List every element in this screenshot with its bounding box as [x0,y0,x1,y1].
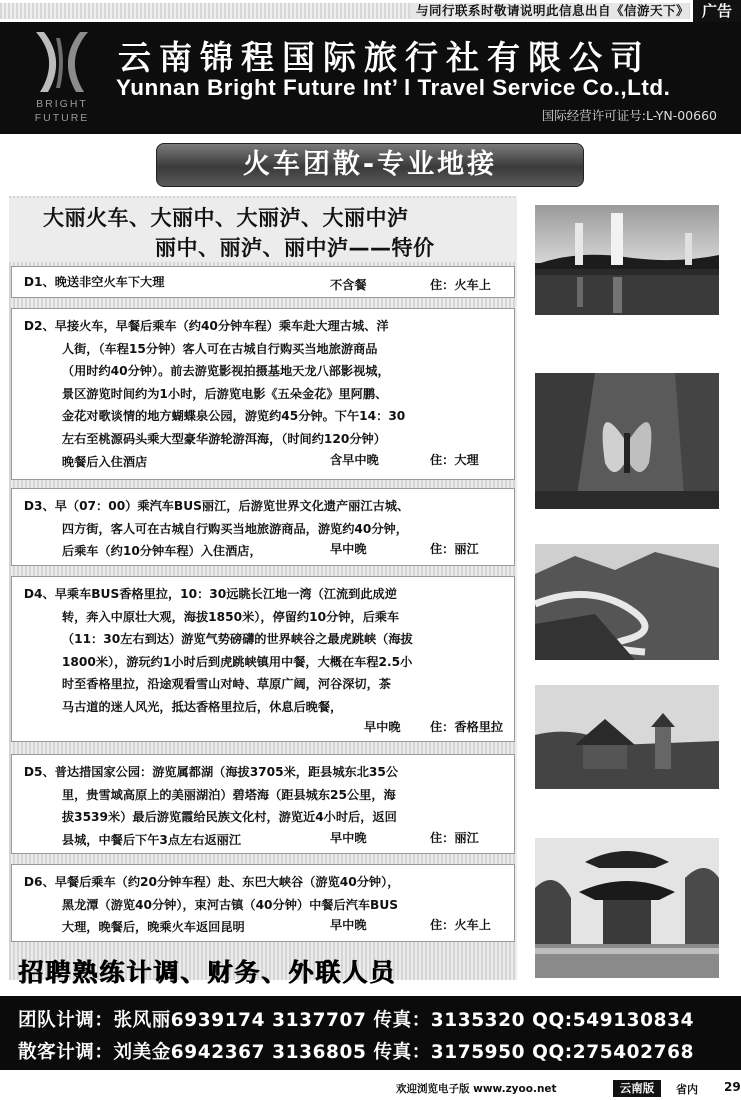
headline-banner: 火车团散-专业地接 [156,143,584,187]
itinerary-panel [9,196,517,980]
section-label: 省内 [676,1083,698,1096]
day-d5-meals: 早中晚 [330,831,367,845]
day-d2-line: （用时约40分钟）。前去游览影视拍摄基地天龙八部影视城， [61,364,390,379]
day-d3-line: 四方街，客人可在古城自行购买当地旅游商品，游览约40分钟， [61,521,408,536]
route-title [9,198,517,262]
day-d2 [11,308,515,480]
day-d6-meals: 早中晚 [330,918,367,932]
day-d3-line: 后乘车（约10分钟车程）入住酒店， [61,544,262,559]
day-d5-line: 里，贵雪域高原上的美丽湖泊）碧塔海（距县城东25公里，海 [61,787,396,802]
recruitment-notice: 招聘熟练计调、财务、外联人员 [18,958,397,987]
day-d2-line: 景区游览时间约为1小时，后游览电影《五朵金花》里阿鹏、 [61,386,388,401]
day-d5-line: 拔3539米）最后游览霞给民族文化村，游览近4小时后，返回 [61,810,397,825]
river-bend-photo [535,544,719,660]
day-d2-text [24,315,508,473]
footer-website: 欢迎浏览电子版 www.zyoo.net [396,1083,557,1095]
contact-panel [0,996,741,1070]
top-notice-bar [0,0,741,22]
logo-text-future: FUTURE [34,112,90,124]
day-d2-stay: 住：大理 [430,453,479,467]
day-d2-meals: 含早中晚 [330,453,379,467]
day-d1 [11,266,515,298]
day-d2-line: 金花对歌谈情的地方蝴蝶泉公园，游览约45分钟。下午14：30 [61,409,406,424]
day-d3-stay: 住：丽江 [430,542,479,556]
day-d4-line: 1800米），游玩约1小时后到虎跳峡镇用中餐，大概在车程2.5小 [61,654,413,669]
logo-emblem-icon [30,30,94,94]
day-d2-line: 左右至桃源码头乘大型豪华游轮游洱海，（时间约120分钟） [61,431,386,446]
day-d1-stay: 住：火车上 [430,278,491,292]
day-d6-line: 黑龙潭（游览40分钟），束河古镇（40分钟）中餐后汽车BUS [61,897,399,912]
day-d4 [11,576,515,742]
company-name-english: Yunnan Bright Future Int’ l Travel Service Co.,Ltd. [116,75,671,100]
day-d3-line: D3、早（07：00）乘汽车BUS丽江，后游览世界文化遗产丽江古城、 [23,499,410,513]
butterfly-photo [535,373,719,509]
day-d1-line: D1、晚送非空火车下大理 [23,275,165,289]
company-header [0,22,741,134]
logo-text-bright: BRIGHT [36,98,88,110]
day-d6-line: 大理，晚餐后，晚乘火车返回昆明 [61,920,245,935]
license-number: 国际经营许可证号:L-YN-00660 [541,108,717,123]
route-title-line2: 丽中、丽泸、丽中泸——特价 [155,236,435,260]
day-d6-line: D6、早餐后乘车（约20分钟车程）赴、东巴大峡谷（游览40分钟）， [23,875,400,889]
day-d3-meals: 早中晚 [330,542,367,556]
contact-row-team: 团队计调：张风丽6939174 3137707 传真：3135320 QQ:549130834 [18,1010,695,1031]
day-d4-line: 马古道的迷人风光，抵达香格里拉后，休息后晚餐， [61,699,343,714]
day-d1-meals: 不含餐 [330,278,367,292]
day-d4-text [24,583,508,719]
day-d5-line: D5、普达措国家公园：游览属都湖（海拔3705米，距县城东北35公 [23,765,399,779]
day-d2-line: 晚餐后入住酒店 [61,454,148,469]
day-d4-line: （11：30左右到达）游览气势磅礴的世界峡谷之最虎跳峡（海拔 [61,632,413,647]
day-d2-line: D2、早接火车，早餐后乘车（约40分钟车程）乘车赴大理古城、洋 [23,319,389,333]
day-d6-stay: 住：火车上 [430,918,491,932]
contact-row-individual: 散客计调：刘美金6942367 3136805 传真：3175950 QQ:275402768 [18,1042,695,1063]
ad-label: 广告 [693,0,741,22]
day-d2-line: 人街，（车程15分钟）客人可在古城自行购买当地旅游商品 [61,341,378,356]
day-d4-line: D4、早乘车BUS香格里拉，10：30远眺长江地一湾（江流到此成逆 [23,587,397,601]
company-logo [12,28,112,128]
day-d3 [11,488,515,566]
pagoda-photo [535,205,719,315]
pavilion-photo [535,838,719,978]
temple-photo [535,685,719,789]
day-d5 [11,754,515,854]
day-d6 [11,864,515,942]
company-name-chinese: 云南锦程国际旅行社有限公司 [118,38,651,77]
day-d4-line: 转，奔入中原壮大观，海拔1850米），停留约10分钟，后乘车 [61,609,400,624]
page-footer [0,1078,741,1100]
day-d5-stay: 住：丽江 [430,831,479,845]
route-title-line1: 大丽火车、大丽中、大丽泸、大丽中泸 [43,206,409,230]
edition-badge: 云南版 [613,1080,661,1097]
source-notice: 与同行联系时敬请说明此信息出自《信游天下》 [410,3,689,19]
page-number: 29 [724,1080,741,1094]
day-d4-stay: 住：香格里拉 [430,720,504,734]
day-d4-meals: 早中晚 [364,720,401,734]
day-d5-line: 县城，中餐后下午3点左右返丽江 [61,832,242,847]
day-d4-line: 时至香格里拉，沿途观看雪山对峙、草原广阔，河谷深切，茶 [61,677,391,692]
